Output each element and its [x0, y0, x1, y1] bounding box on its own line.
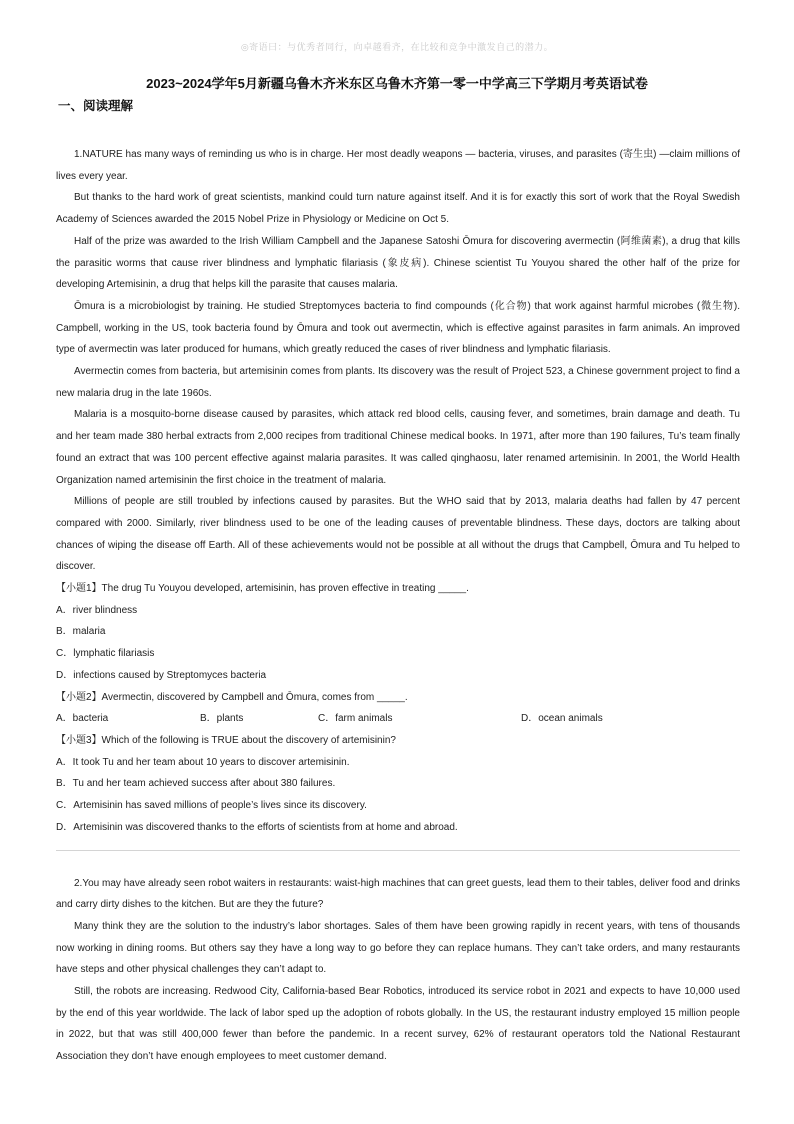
passage1-paragraph: Millions of people are still troubled by infections caused by parasites. But the WHO said that by 2013, malaria deaths had fallen by 47 percent compared with 2000. Similarly, river blindness used to be one of the leading causes of preventable blindness. These days, doctors are talking about chances of wiping the disease off Earth. All of these achievements would not be possible at all without the drugs that Campbell, Ōmura and Tu helped to discover. — [56, 496, 740, 573]
question-3-option-c[interactable]: C．Artemisinin has saved millions of people’s lives since its discovery. — [56, 800, 367, 812]
question-1-option-c[interactable]: C．lymphatic filariasis — [56, 648, 155, 660]
question-1-option-b[interactable]: B．malaria — [56, 626, 106, 638]
passage1-paragraph: Ōmura is a microbiologist by training. He studied Streptomyces bacteria to find compounds (化合物) that work against harmful microbes (微生物). Campbell, working in the US, took bacteria found by Ōmura and took out avermectin, which is effective against parasites in farm animals. An improved type of avermectin was later produced for humans, which greatly reduced the cases of river blindness and lymphatic filariasis. — [56, 300, 740, 356]
question-1-option-d[interactable]: D．infections caused by Streptomyces bacteria — [56, 669, 267, 681]
passage2 — [56, 873, 740, 1068]
question-2-options — [56, 708, 740, 730]
passage1-paragraph: But thanks to the hard work of great scientists, mankind could turn nature against itself. And it is for exactly this sort of work that the Royal Swedish Academy of Sciences awarded the 2015 Nobel Prize in Physiology or Medicine on Oct 5. — [56, 192, 740, 226]
question-3-stem: 【小题3】Which of the following is TRUE about the discovery of artemisinin? — [56, 734, 396, 746]
question-3-option-d[interactable]: D．Artemisinin was discovered thanks to the efforts of scientists from at home and abroad. — [56, 821, 458, 833]
motto-header: ◎寄语曰：与优秀者同行，向卓越看齐，在比较和竞争中激发自己的潜力。 — [240, 43, 554, 53]
question-3-option-a[interactable]: A．It took Tu and her team about 10 years to discover artemisinin. — [56, 756, 350, 768]
question-2-stem: 【小题2】Avermectin, discovered by Campbell and Ōmura, comes from _____. — [56, 691, 408, 703]
passage2-paragraph: Still, the robots are increasing. Redwood City, California-based Bear Robotics, introduced its service robot in 2021 and expects to have 10,000 used by the end of this year worldwide. The lack of labor sped up the adoption of robots globally. In the US, the restaurant industry employed 15 million people in 2022, but that was still 400,000 fewer than before the pandemic. In a recent survey, 62% of restaurant operators told the National Restaurant Association they don’t have enough employees to meet customer demand. — [56, 986, 740, 1063]
passage1-paragraph: Half of the prize was awarded to the Irish William Campbell and the Japanese Satoshi Ōmura for discovering avermectin (阿维菌素), a drug that kills the parasitic worms that cause river blindness and lymphatic filariasis (象皮病). Chinese scientist Tu Youyou shared the other half of the prize for developing Artemisinin, a drug that helps kill the parasite that causes malaria. — [56, 235, 740, 291]
question-2-option-a[interactable]: A．bacteria — [56, 713, 109, 725]
passage2-paragraph: Many think they are the solution to the industry’s labor shortages. Sales of them have been growing rapidly in recent years, with tens of thousands now working in dining rooms. But others say they have a long way to go before they can replace humans. They can’t take orders, and many restaurants have steps and other physical challenges they can’t adapt to. — [56, 920, 740, 976]
passage1-paragraph: Avermectin comes from bacteria, but artemisinin comes from plants. Its discovery was the result of Project 523, a Chinese government project to find a new malaria drug in the late 1960s. — [56, 366, 740, 399]
question-3-option-b[interactable]: B．Tu and her team achieved success after about 380 failures. — [56, 778, 336, 790]
exam-title: 2023~2024学年5月新疆乌鲁木齐米东区乌鲁木齐第一零一中学高三下学期月考英语试卷 — [146, 76, 648, 91]
passage-divider — [56, 850, 740, 851]
passage1-paragraph: Malaria is a mosquito-borne disease caused by parasites, which attack red blood cells, causing fever, and sometimes, brain damage and death. Tu and her team made 380 herbal extracts from 2,000 recipes from traditional Chinese medical books. In 1971, after more than 190 failures, Tu’s team finally found an extract that was 100 percent effective against malaria parasites. It was called qinghaosu, later renamed artemisinin. In 2001, the World Health Organization named artemisinin the first choice in the treatment of malaria. — [56, 409, 740, 486]
passage1-paragraph: 1.NATURE has many ways of reminding us who is in charge. Her most deadly weapons — bacteria, viruses, and parasites (寄生虫) —claim millions of lives every year. — [56, 149, 740, 182]
question-1-stem: 【小题1】The drug Tu Youyou developed, artemisinin, has proven effective in treating _____. — [56, 583, 469, 595]
exam-content — [56, 144, 740, 1068]
question-1-option-a[interactable]: A．river blindness — [56, 604, 138, 616]
question-2-option-b[interactable]: B．plants — [200, 713, 244, 725]
section-heading: 一、阅读理解 — [58, 98, 134, 113]
passage2-paragraph: 2.You may have already seen robot waiters in restaurants: waist-high machines that can greet guests, lead them to their tables, deliver food and drinks and carry dirty dishes to the kitchen. But are they the future? — [56, 877, 740, 911]
question-2-option-c[interactable]: C．farm animals — [318, 713, 393, 725]
question-2-option-d[interactable]: D．ocean animals — [521, 713, 603, 725]
